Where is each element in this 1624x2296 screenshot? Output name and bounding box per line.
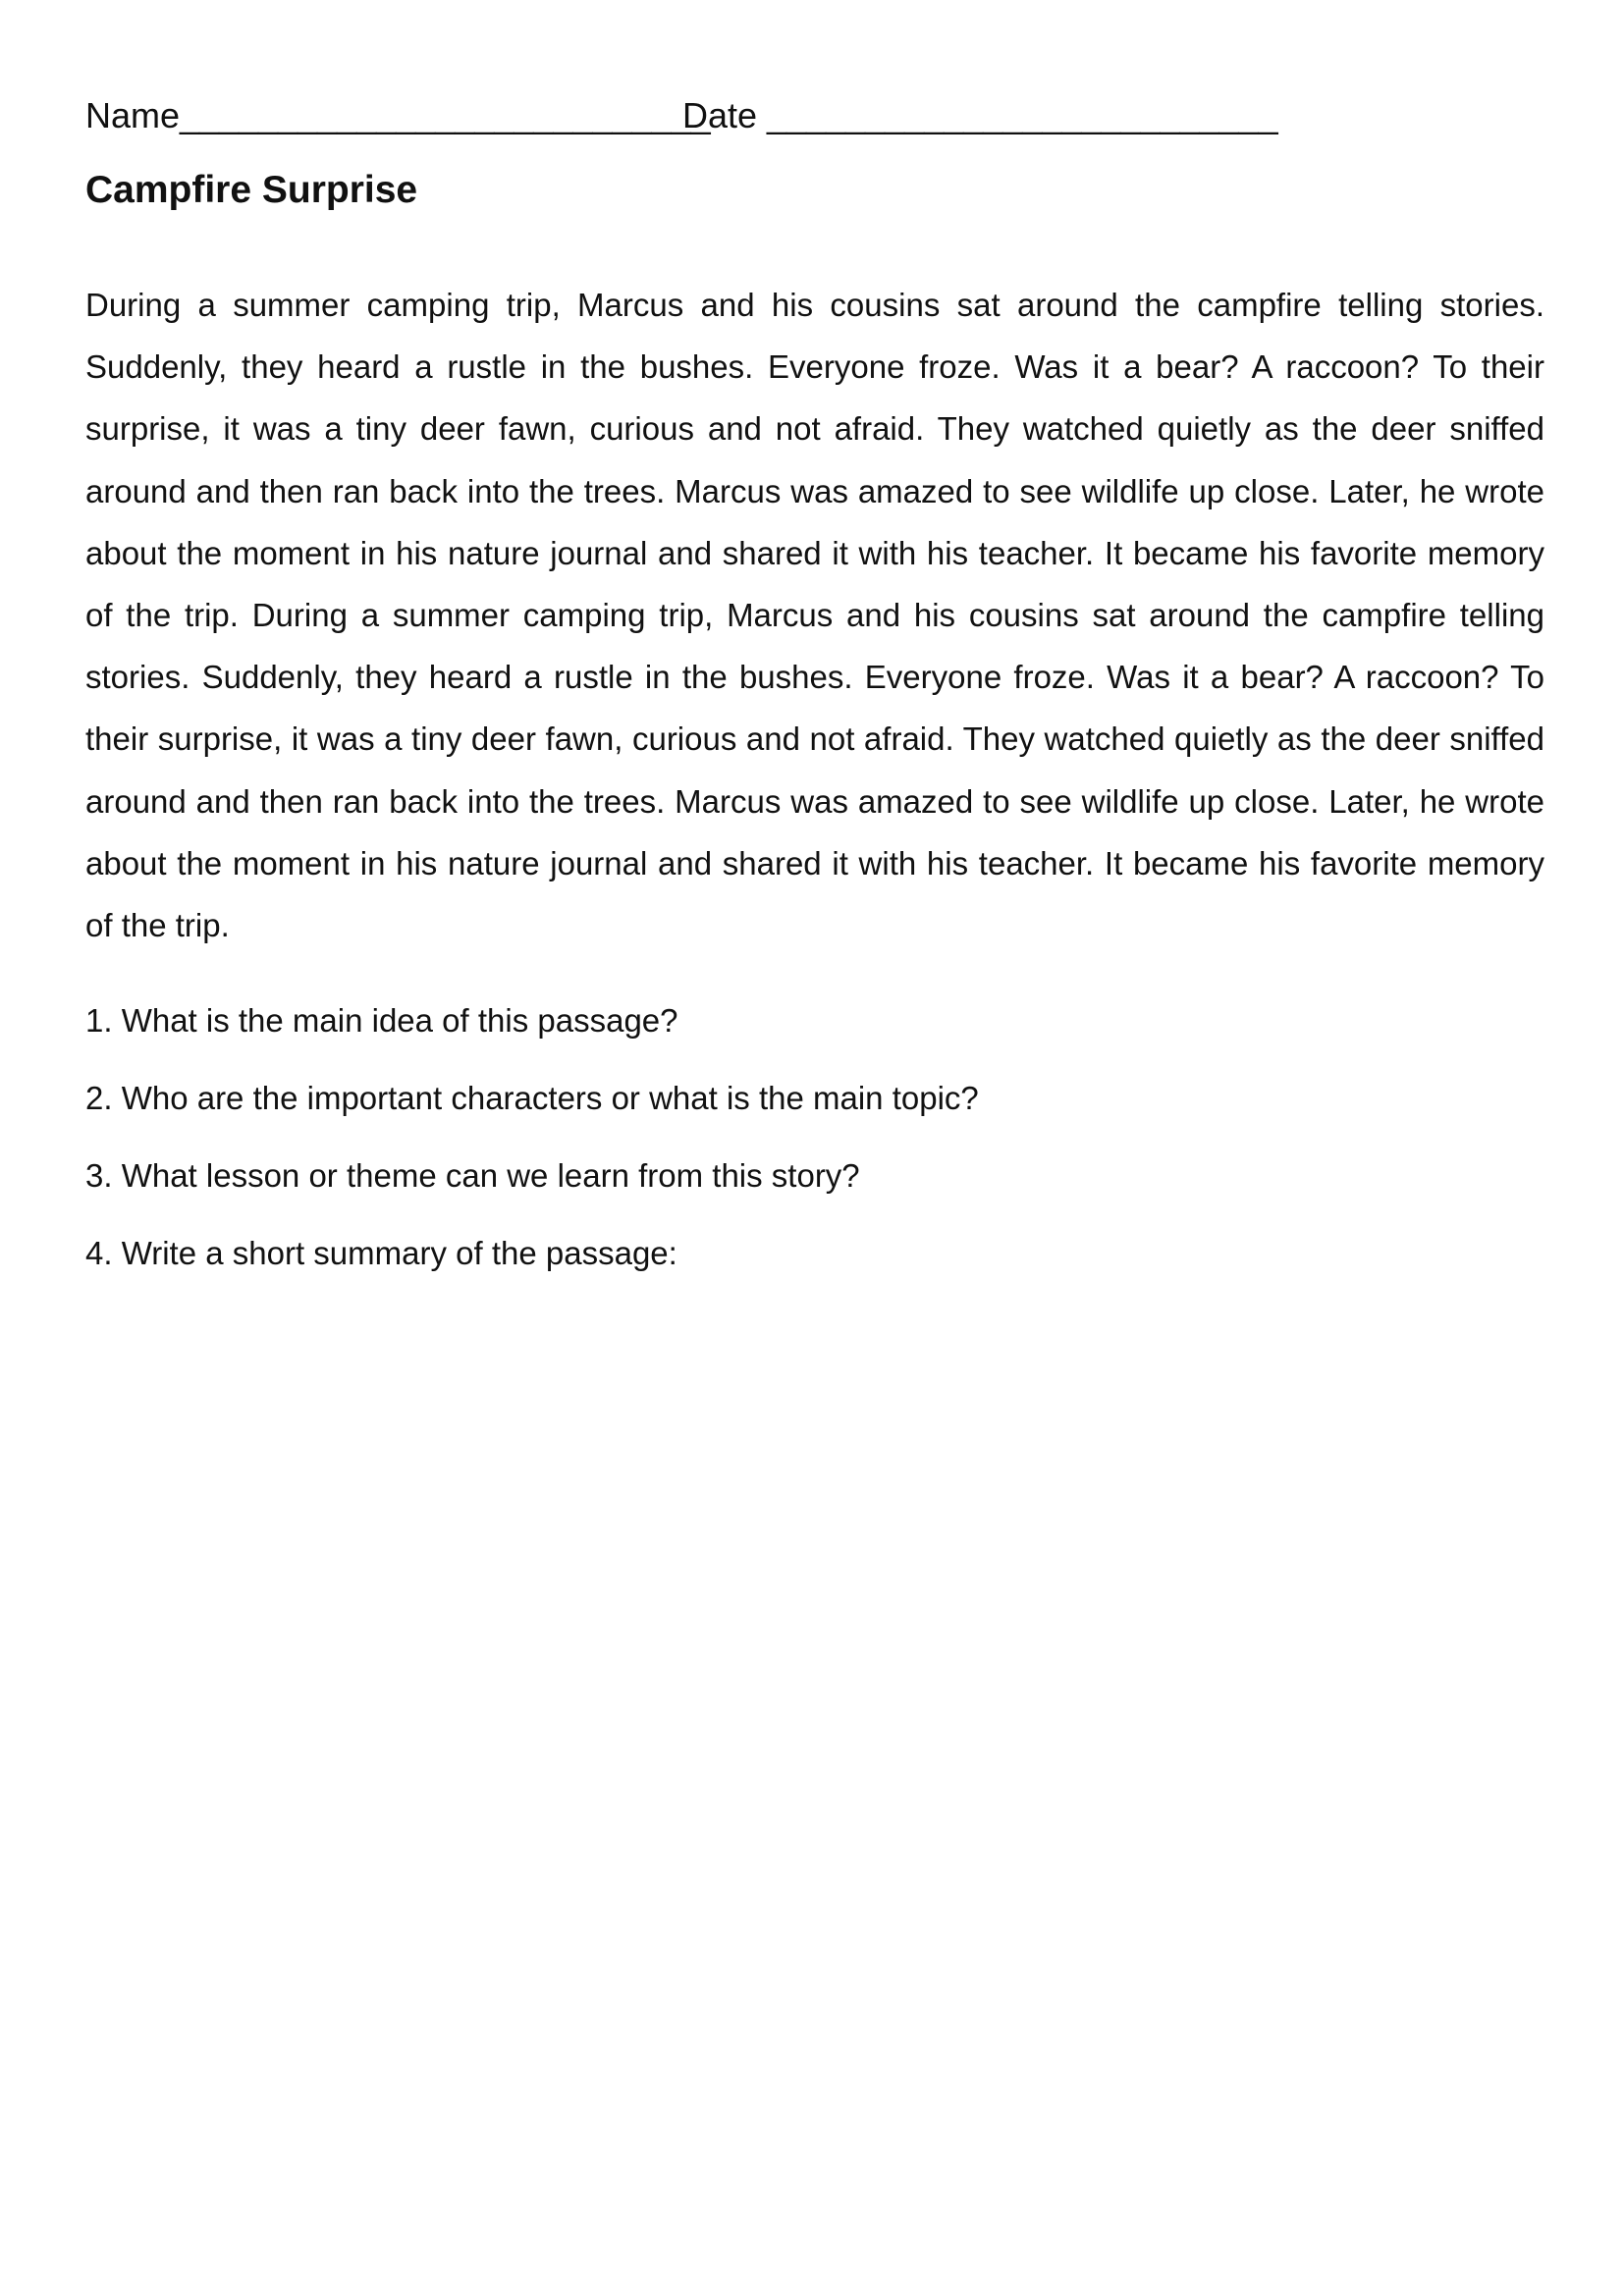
- date-field: Date __________________________: [682, 95, 1278, 135]
- question-4: 4. Write a short summary of the passage:: [85, 1235, 677, 1271]
- name-field: Name___________________________: [85, 95, 711, 135]
- student-info-header: [85, 92, 1460, 139]
- comprehension-questions: [85, 999, 1544, 1309]
- worksheet-title: Campfire Surprise: [85, 169, 418, 211]
- question-2: 2. Who are the important characters or what is the main topic?: [85, 1080, 979, 1116]
- reading-passage: During a summer camping trip, Marcus and his cousins sat around the campfire telling stories. Suddenly, they heard a rustle in the bushes. Everyone froze. Was it a bear? A raccoon? To their surprise, it was a tiny deer fawn, curious and not afraid. They watched quietly as the deer sniffed around and then ran back into the trees. Marcus was amazed to see wildlife up close. Later, he wrote about the moment in his nature journal and shared it with his teacher. It became his favorite memory of the trip. During a summer camping trip, Marcus and his cousins sat around the campfire telling stories. Suddenly, they heard a rustle in the bushes. Everyone froze. Was it a bear? A raccoon? To their surprise, it was a tiny deer fawn, curious and not afraid. They watched quietly as the deer sniffed around and then ran back into the trees. Marcus was amazed to see wildlife up close. Later, he wrote about the moment in his nature journal and shared it with his teacher. It became his favorite memory of the trip.: [85, 287, 1544, 944]
- question-3: 3. What lesson or theme can we learn from this story?: [85, 1157, 860, 1194]
- question-1: 1. What is the main idea of this passage?: [85, 1002, 678, 1039]
